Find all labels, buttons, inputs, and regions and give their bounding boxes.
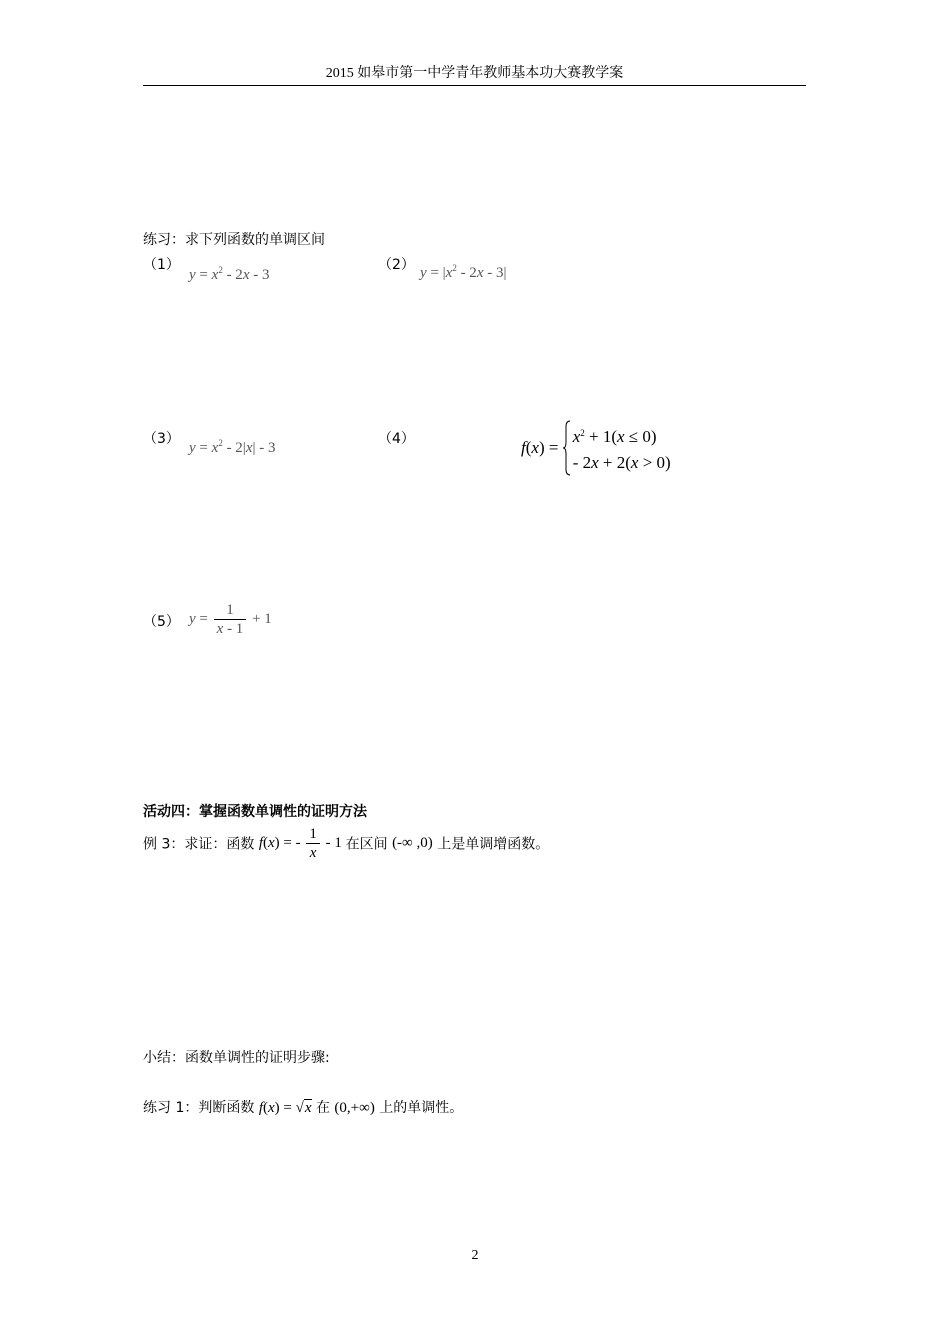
item-1-formula: $y = x^2 - 2x - 3$ [189, 265, 270, 283]
header-rule [143, 85, 806, 86]
exercise-1 [143, 1097, 463, 1117]
practice-heading: 练习：求下列函数的单调区间 [143, 232, 325, 248]
summary-text: 小结：函数单调性的证明步骤: [143, 1050, 330, 1066]
exercise-1-prefix: 练习 1：判断函数 [143, 1100, 255, 1116]
item-5-formula: y = $\frac{1}{x - 1}$ + 1 [189, 602, 272, 637]
example-3 [143, 825, 549, 862]
item-2-label: （2） [378, 257, 415, 273]
example-3-prefix: 例 3：求证：函数 [143, 836, 255, 853]
left-brace-icon [563, 420, 571, 476]
example-3-suffix: 上是单调增函数。 [437, 836, 550, 853]
example-3-formula: f(x) = - $\frac{1}{x}$ - 1 [258, 826, 346, 861]
item-2-formula: $y = |x^2 - 2x - 3|$ [420, 263, 507, 281]
item-5-label: （5） [143, 614, 180, 630]
example-3-middle: 在区间 [345, 836, 388, 853]
activity-4-heading: 活动四：掌握函数单调性的证明方法 [143, 804, 367, 820]
item-4-formula: f(x) = $x^2 + 1(x \le 0)$ - 2x + 2(x > 0) [521, 420, 671, 476]
item-4-label: （4） [378, 431, 415, 447]
item-1-label: （1） [143, 257, 180, 273]
example-3-interval: (-∞ ,0) [392, 835, 433, 851]
exercise-1-formula: f(x) = √x [258, 1100, 312, 1116]
item-3-formula: $y = x^2 - 2|x| - 3$ [189, 438, 276, 456]
page-header: 2015 如皋市第一中学青年教师基本功大赛教学案 [325, 66, 624, 81]
exercise-1-suffix: 上的单调性。 [379, 1100, 464, 1116]
page-number: 2 [471, 1248, 479, 1263]
item-3-label: （3） [143, 431, 180, 447]
exercise-1-interval: (0,+∞) [334, 1100, 375, 1116]
exercise-1-middle: 在 [315, 1100, 330, 1116]
